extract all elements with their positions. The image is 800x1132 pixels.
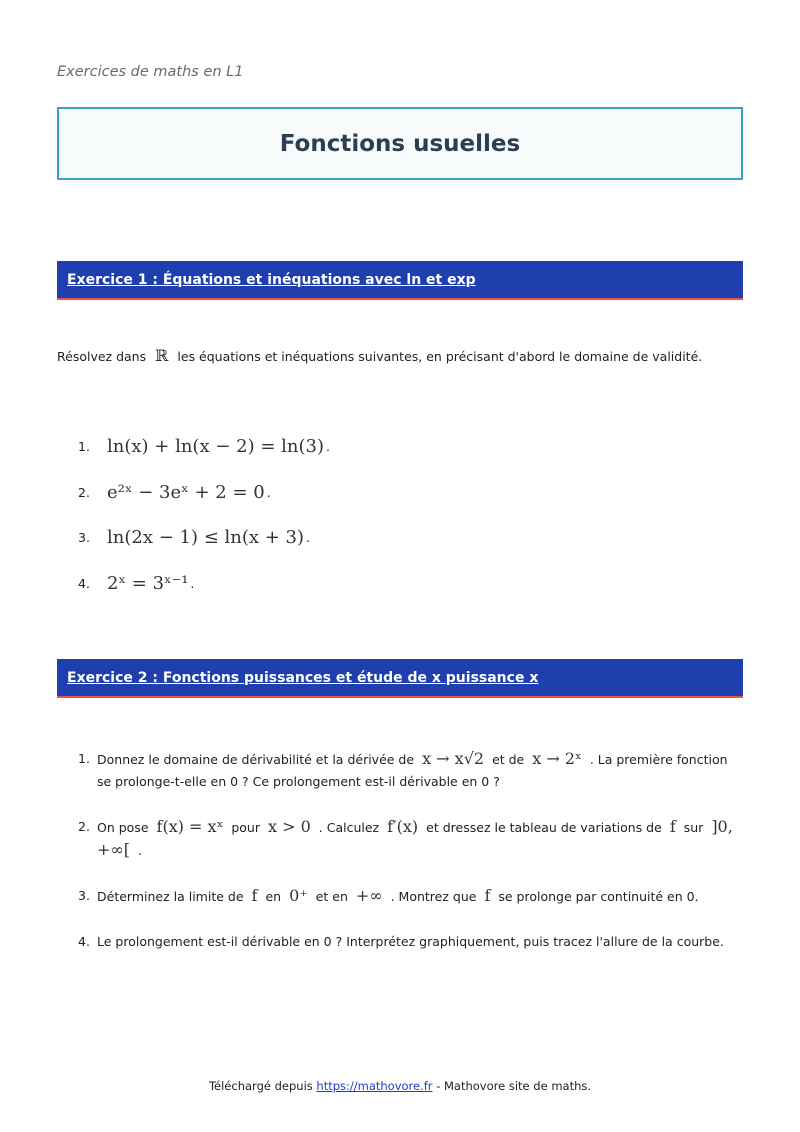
item-number: 1. xyxy=(78,751,90,766)
question-text: Le prolongement est-il dérivable en 0 ? Interprétez graphiquement, puis tracez l'allure de la courbe. xyxy=(97,934,724,949)
item-number: 3. xyxy=(78,530,90,546)
text-run: . xyxy=(137,843,142,858)
item-end: . xyxy=(266,484,271,500)
text-run: . Montrez que xyxy=(390,889,477,904)
math-expression: f(x) = xˣ xyxy=(156,817,224,836)
question-text xyxy=(97,885,743,908)
title-box xyxy=(57,107,743,180)
exercise-2-heading: Exercice 2 : Fonctions puissances et étude de x puissance x xyxy=(67,669,539,686)
footer xyxy=(0,1079,800,1093)
footer-link[interactable]: https://mathovore.fr xyxy=(316,1079,433,1093)
item-number: 3. xyxy=(78,888,90,903)
text-run: Donnez le domaine de dérivabilité et la dérivée de xyxy=(97,752,415,767)
math-expression: x > 0 xyxy=(268,817,311,836)
page-title: Fonctions usuelles xyxy=(279,130,521,157)
math-expression: f xyxy=(669,817,676,836)
page-subtitle: Exercices de maths en L1 xyxy=(57,64,244,80)
text-run: pour xyxy=(231,820,260,835)
item-number: 4. xyxy=(78,575,90,591)
footer-text-after: - Mathovore site de maths. xyxy=(436,1079,592,1093)
text-run: On pose xyxy=(97,820,149,835)
text-run: . La première fonction se prolonge-t-elle en 0 ? Ce prolongement est-il dérivable en 0 ? xyxy=(97,752,728,789)
list-item xyxy=(78,515,330,561)
text-run: . Calculez xyxy=(318,820,380,835)
exercise-2-header xyxy=(57,659,743,698)
question-text xyxy=(97,748,743,793)
math-expression: +∞ xyxy=(355,886,383,905)
math-expression: 0⁺ xyxy=(289,886,308,905)
math-expression: x → 2ˣ xyxy=(532,749,582,768)
question-list xyxy=(78,748,743,953)
item-number: 4. xyxy=(78,934,90,949)
item-end: . xyxy=(325,439,330,455)
math-expression: f xyxy=(484,886,491,905)
text-run: sur xyxy=(683,820,704,835)
intro-text-before: Résolvez dans xyxy=(57,349,147,364)
exercise-1-header xyxy=(57,261,743,300)
text-run: Déterminez la limite de xyxy=(97,889,244,904)
item-end: . xyxy=(190,575,195,591)
exercise-1-heading: Exercice 1 : Équations et inéquations avec ln et exp xyxy=(67,271,476,288)
equation: ln(2x − 1) ≤ ln(x + 3) xyxy=(107,527,305,549)
real-set-symbol: ℝ xyxy=(155,346,169,365)
equation: e²ˣ − 3eˣ + 2 = 0 xyxy=(107,481,265,503)
text-run: se prolonge par continuité en 0. xyxy=(498,889,699,904)
footer-text-before: Téléchargé depuis xyxy=(208,1079,313,1093)
math-expression: f′(x) xyxy=(387,817,419,836)
text-run: et en xyxy=(315,889,348,904)
equation: ln(x) + ln(x − 2) = ln(3) xyxy=(107,436,324,458)
item-number: 2. xyxy=(78,819,90,834)
text-run: et de xyxy=(492,752,525,767)
equation-list xyxy=(78,424,330,606)
list-item xyxy=(78,561,330,607)
list-item xyxy=(78,748,743,793)
text-run: et dressez le tableau de variations de xyxy=(426,820,662,835)
exercise-1-intro xyxy=(57,346,702,365)
question-text xyxy=(97,816,743,862)
math-expression: x → x√2 xyxy=(422,749,485,768)
text-run: en xyxy=(265,889,282,904)
equation: 2ˣ = 3ˣ⁻¹ xyxy=(107,572,189,594)
intro-text-after: les équations et inéquations suivantes, en précisant d'abord le domaine de validité. xyxy=(177,349,703,364)
list-item xyxy=(78,885,743,908)
item-end: . xyxy=(306,530,311,546)
list-item xyxy=(78,424,330,470)
math-expression: ]0, +∞[ xyxy=(97,817,733,859)
item-number: 2. xyxy=(78,484,90,500)
math-expression: f xyxy=(251,886,258,905)
list-item xyxy=(78,470,330,516)
item-number: 1. xyxy=(78,439,90,455)
list-item xyxy=(78,816,743,862)
list-item xyxy=(78,931,743,953)
